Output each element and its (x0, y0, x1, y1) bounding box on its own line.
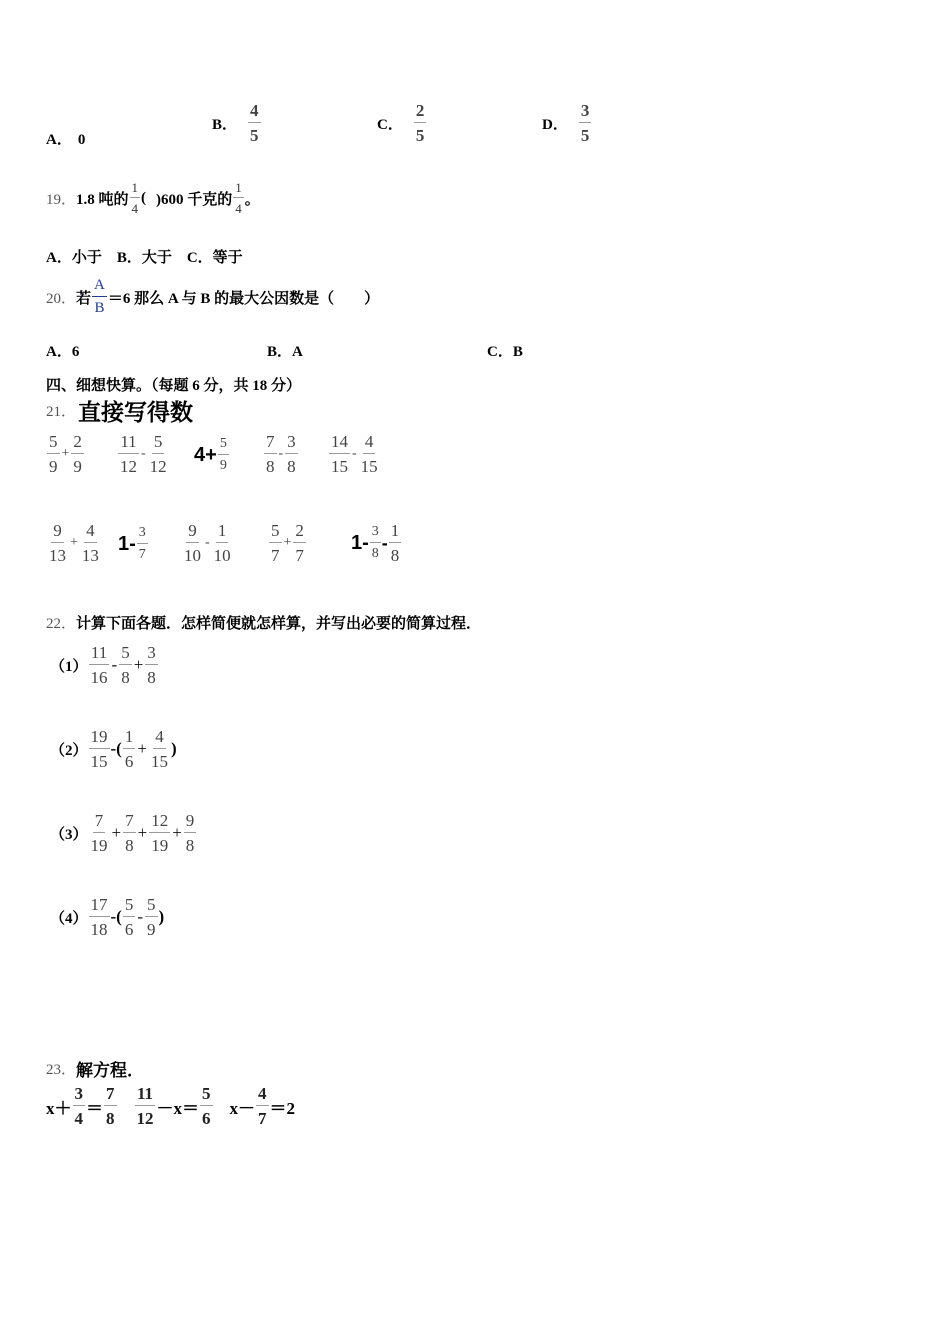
fraction: 3 7 (138, 525, 146, 562)
q21-item-7: 1- 3 7 (118, 525, 146, 562)
q19-options: A．小于 B．大于 C．等于 (46, 250, 243, 266)
fraction: 1 4 (235, 180, 242, 216)
q22-item-2: （2） 19 15 -( 1 6 + $\frac{4}{15}$ ) (50, 727, 177, 771)
fraction: 5 9 (147, 895, 156, 939)
fraction: 7 8 (106, 1084, 115, 1128)
fraction: $\frac{4}{15}$ (150, 727, 168, 771)
fraction: 4 15 (360, 432, 378, 476)
fraction: 4 7 (258, 1084, 267, 1128)
question-21: 21． 直接写得数 (46, 400, 194, 425)
q22-item-1: （1） 11 16 - 5 8 + $\frac{3}{8}$ (50, 643, 156, 687)
question-20: 20． 若 A B ＝6 那么 A 与 B 的最大公因数是（ ） (46, 277, 380, 316)
section-heading: 四、细想快算。（每题 6 分，共 18 分） (46, 378, 302, 394)
fraction: $\frac{5}{9}$ (219, 436, 227, 473)
q21-item-4: 7 8 - 3 8 (266, 432, 296, 476)
fraction: $\frac{9}{8}$ (185, 811, 195, 855)
question-22: 22． 计算下面各题．怎样简便就怎样算，并写出必要的简算过程． (46, 616, 482, 632)
fraction: 1 6 (124, 727, 134, 771)
fraction: 11 16 (90, 643, 108, 687)
q18-option-b: B． 4 5 (212, 101, 259, 145)
q18-option-a: A． 0 (46, 132, 86, 148)
fraction: 1 10 (213, 521, 231, 565)
fraction: 1 4 (131, 180, 139, 216)
fraction: 2 5 (415, 101, 425, 145)
question-23: 23． 解方程． (46, 1061, 145, 1080)
fraction: 3 8 (287, 432, 296, 476)
q21-item-2: 11 12 - 5 12 (120, 432, 167, 476)
fraction: $\frac{4}{13}$ (81, 521, 99, 565)
fraction: $\frac{7}{8}$ (125, 811, 134, 855)
q21-item-3: 4+ $\frac{5}{9}$ (194, 436, 227, 473)
fraction: 5 9 (49, 432, 58, 476)
fraction: 3 8 (371, 524, 379, 561)
fraction: 7 19 (90, 811, 108, 855)
fraction: 1 8 (390, 521, 400, 565)
fraction: 11 12 (120, 432, 137, 476)
fraction: $\frac{3}{8}$ (147, 643, 156, 687)
fraction: 3 5 (580, 101, 590, 145)
fraction: 5 7 (271, 521, 280, 565)
q20-option-c: C．B (487, 344, 523, 360)
fraction: $\frac{2}{7}$ (295, 521, 304, 565)
q22-item-4: （4） 17 18 -( 5 6 - 5 9 ) (50, 895, 165, 939)
fraction: 3 4 (74, 1084, 83, 1128)
q21-item-5: 14 15 - 4 15 (331, 432, 378, 476)
fraction: 4 5 (250, 101, 259, 145)
question-19: 19． 1.8 吨的 1 4 ( )600 千克的 1 4 。 (46, 180, 260, 216)
q21-item-6: 9 13 + $\frac{4}{13}$ (49, 521, 99, 565)
fraction: 5 6 (124, 895, 134, 939)
fraction: $\frac{2}{9}$ (73, 432, 82, 476)
fraction: 5 8 (121, 643, 130, 687)
q18-option-c: C． 2 5 (377, 101, 425, 145)
fraction: 9 10 (184, 521, 201, 565)
fraction: 11 12 (136, 1084, 154, 1128)
fraction: $\frac{12}{19}$ (151, 811, 169, 855)
fraction: 14 15 (331, 432, 348, 476)
q20-option-b: B．A (267, 344, 303, 360)
fraction: A B (94, 277, 105, 316)
fraction: 17 18 (90, 895, 108, 939)
fraction: 7 8 (266, 432, 275, 476)
q23-equations: x＋ 3 4 ＝ 7 8 11 12 －x＝ 5 6 x－ 4 7 ＝2 (46, 1084, 295, 1128)
q21-item-10: 1- 3 8 - 1 8 (351, 521, 400, 565)
fraction: 5 12 (149, 432, 167, 476)
q22-item-3: （3） 7 19 + $\frac{7}{8}$ + $\frac{12}{19}$ + $\frac{9}{8}$ (50, 811, 195, 855)
q21-item-8: 9 10 - 1 10 (184, 521, 231, 565)
fraction: 5 6 (202, 1084, 211, 1128)
q21-item-9: 5 7 + $\frac{2}{7}$ (271, 521, 304, 565)
q20-option-a: A．6 (46, 344, 80, 360)
q18-option-d: D． 3 5 (542, 101, 590, 145)
fraction: 19 15 (90, 727, 108, 771)
q21-item-1: 5 9 + $\frac{2}{9}$ (49, 432, 82, 476)
fraction: 9 13 (49, 521, 66, 565)
